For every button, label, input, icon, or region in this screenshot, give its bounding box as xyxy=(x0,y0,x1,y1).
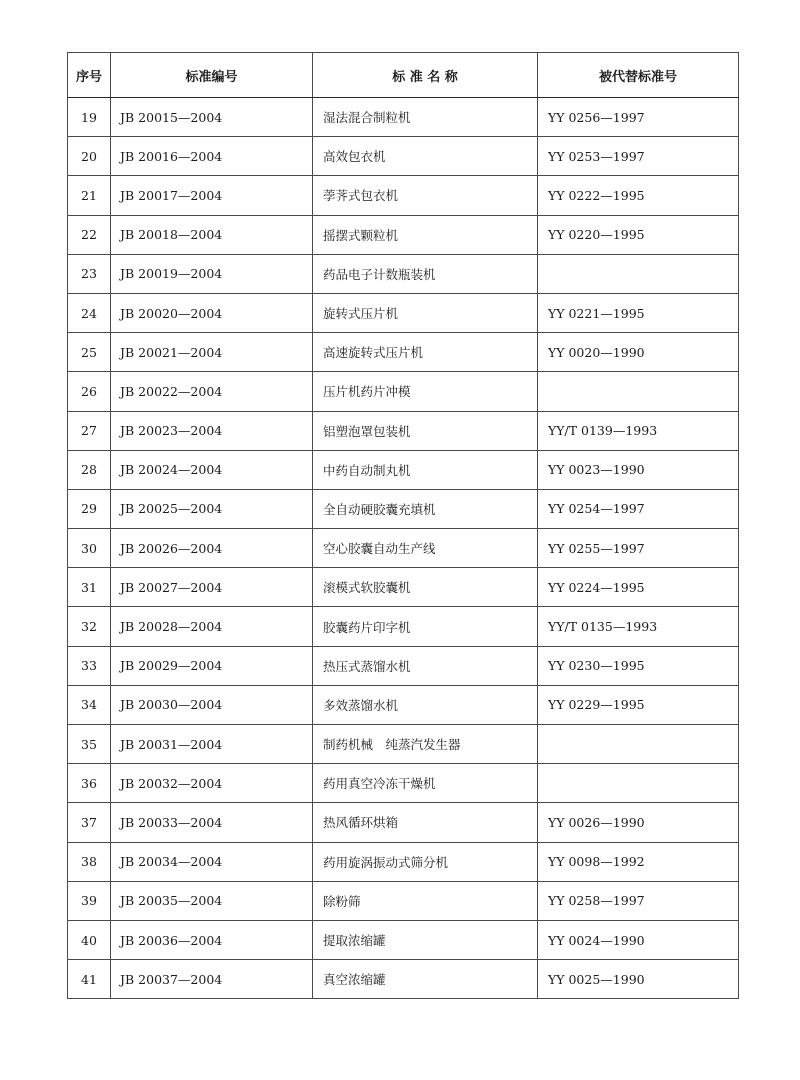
cell-seq: 23 xyxy=(68,254,111,293)
cell-standard-code: JB 20031—2004 xyxy=(111,725,313,764)
cell-replaced-standard xyxy=(538,372,739,411)
table-row xyxy=(68,137,739,176)
cell-standard-name: 真空浓缩罐 xyxy=(313,960,538,999)
table-row xyxy=(68,842,739,881)
cell-seq: 22 xyxy=(68,215,111,254)
table-row xyxy=(68,215,739,254)
standards-table xyxy=(67,52,739,999)
table-row xyxy=(68,764,739,803)
cell-replaced-standard: YY 0221—1995 xyxy=(538,293,739,332)
cell-replaced-standard: YY 0255—1997 xyxy=(538,529,739,568)
cell-seq: 25 xyxy=(68,333,111,372)
cell-standard-code: JB 20033—2004 xyxy=(111,803,313,842)
cell-standard-code: JB 20017—2004 xyxy=(111,176,313,215)
cell-standard-code: JB 20018—2004 xyxy=(111,215,313,254)
cell-standard-code: JB 20024—2004 xyxy=(111,450,313,489)
cell-seq: 26 xyxy=(68,372,111,411)
table-row xyxy=(68,725,739,764)
header-standard-code: 标准编号 xyxy=(111,53,313,98)
cell-standard-code: JB 20023—2004 xyxy=(111,411,313,450)
cell-standard-code: JB 20028—2004 xyxy=(111,607,313,646)
cell-standard-name: 热风循环烘箱 xyxy=(313,803,538,842)
cell-seq: 30 xyxy=(68,529,111,568)
cell-seq: 33 xyxy=(68,646,111,685)
table-row xyxy=(68,529,739,568)
cell-standard-name: 多效蒸馏水机 xyxy=(313,685,538,724)
table-row xyxy=(68,450,739,489)
cell-standard-name: 压片机药片冲模 xyxy=(313,372,538,411)
cell-replaced-standard: YY 0020—1990 xyxy=(538,333,739,372)
cell-standard-name: 摇摆式颗粒机 xyxy=(313,215,538,254)
cell-seq: 40 xyxy=(68,920,111,959)
cell-standard-name: 制药机械 纯蒸汽发生器 xyxy=(313,725,538,764)
cell-standard-name: 提取浓缩罐 xyxy=(313,920,538,959)
table-row xyxy=(68,803,739,842)
cell-seq: 32 xyxy=(68,607,111,646)
cell-standard-name: 全自动硬胶囊充填机 xyxy=(313,489,538,528)
table-row xyxy=(68,372,739,411)
table-row xyxy=(68,176,739,215)
cell-replaced-standard: YY 0026—1990 xyxy=(538,803,739,842)
cell-standard-code: JB 20035—2004 xyxy=(111,881,313,920)
cell-standard-code: JB 20037—2004 xyxy=(111,960,313,999)
cell-standard-code: JB 20022—2004 xyxy=(111,372,313,411)
cell-standard-code: JB 20021—2004 xyxy=(111,333,313,372)
cell-standard-code: JB 20036—2004 xyxy=(111,920,313,959)
cell-seq: 34 xyxy=(68,685,111,724)
cell-seq: 31 xyxy=(68,568,111,607)
cell-replaced-standard xyxy=(538,764,739,803)
cell-standard-code: JB 20034—2004 xyxy=(111,842,313,881)
cell-standard-name: 空心胶囊自动生产线 xyxy=(313,529,538,568)
table-row xyxy=(68,568,739,607)
cell-standard-code: JB 20015—2004 xyxy=(111,98,313,137)
cell-replaced-standard: YY 0025—1990 xyxy=(538,960,739,999)
table-row xyxy=(68,98,739,137)
table-row xyxy=(68,881,739,920)
cell-seq: 39 xyxy=(68,881,111,920)
cell-replaced-standard: YY 0098—1992 xyxy=(538,842,739,881)
cell-replaced-standard: YY 0224—1995 xyxy=(538,568,739,607)
cell-standard-name: 高效包衣机 xyxy=(313,137,538,176)
cell-replaced-standard: YY 0220—1995 xyxy=(538,215,739,254)
cell-replaced-standard: YY/T 0135—1993 xyxy=(538,607,739,646)
table-header-row xyxy=(68,53,739,98)
cell-replaced-standard xyxy=(538,254,739,293)
cell-seq: 36 xyxy=(68,764,111,803)
table-row xyxy=(68,646,739,685)
cell-standard-code: JB 20026—2004 xyxy=(111,529,313,568)
cell-standard-code: JB 20025—2004 xyxy=(111,489,313,528)
cell-standard-name: 旋转式压片机 xyxy=(313,293,538,332)
cell-standard-name: 药用旋涡振动式筛分机 xyxy=(313,842,538,881)
table-row xyxy=(68,254,739,293)
cell-seq: 35 xyxy=(68,725,111,764)
cell-replaced-standard: YY 0230—1995 xyxy=(538,646,739,685)
cell-standard-code: JB 20016—2004 xyxy=(111,137,313,176)
cell-seq: 27 xyxy=(68,411,111,450)
cell-standard-code: JB 20032—2004 xyxy=(111,764,313,803)
table-row xyxy=(68,293,739,332)
cell-standard-code: JB 20020—2004 xyxy=(111,293,313,332)
cell-standard-name: 药用真空冷冻干燥机 xyxy=(313,764,538,803)
table-row xyxy=(68,607,739,646)
cell-standard-code: JB 20029—2004 xyxy=(111,646,313,685)
cell-standard-code: JB 20019—2004 xyxy=(111,254,313,293)
header-standard-name: 标 准 名 称 xyxy=(313,53,538,98)
table-row xyxy=(68,960,739,999)
table-row xyxy=(68,411,739,450)
cell-standard-name: 荸荠式包衣机 xyxy=(313,176,538,215)
cell-standard-name: 胶囊药片印字机 xyxy=(313,607,538,646)
cell-replaced-standard: YY 0258—1997 xyxy=(538,881,739,920)
cell-replaced-standard: YY 0222—1995 xyxy=(538,176,739,215)
cell-seq: 21 xyxy=(68,176,111,215)
table-row xyxy=(68,920,739,959)
cell-replaced-standard: YY 0254—1997 xyxy=(538,489,739,528)
cell-seq: 19 xyxy=(68,98,111,137)
table-row xyxy=(68,685,739,724)
cell-replaced-standard: YY 0229—1995 xyxy=(538,685,739,724)
cell-seq: 41 xyxy=(68,960,111,999)
cell-replaced-standard xyxy=(538,725,739,764)
cell-replaced-standard: YY 0023—1990 xyxy=(538,450,739,489)
cell-seq: 38 xyxy=(68,842,111,881)
table-body xyxy=(68,98,739,999)
cell-seq: 28 xyxy=(68,450,111,489)
table-row xyxy=(68,489,739,528)
cell-standard-name: 热压式蒸馏水机 xyxy=(313,646,538,685)
cell-standard-code: JB 20030—2004 xyxy=(111,685,313,724)
cell-seq: 37 xyxy=(68,803,111,842)
cell-standard-name: 除粉筛 xyxy=(313,881,538,920)
header-replaced-standard: 被代替标准号 xyxy=(538,53,739,98)
cell-replaced-standard: YY/T 0139—1993 xyxy=(538,411,739,450)
cell-standard-name: 湿法混合制粒机 xyxy=(313,98,538,137)
cell-standard-name: 铝塑泡罩包装机 xyxy=(313,411,538,450)
header-seq: 序号 xyxy=(68,53,111,98)
cell-seq: 24 xyxy=(68,293,111,332)
cell-standard-code: JB 20027—2004 xyxy=(111,568,313,607)
cell-replaced-standard: YY 0024—1990 xyxy=(538,920,739,959)
cell-seq: 20 xyxy=(68,137,111,176)
cell-standard-name: 滚模式软胶囊机 xyxy=(313,568,538,607)
cell-standard-name: 药品电子计数瓶装机 xyxy=(313,254,538,293)
cell-replaced-standard: YY 0253—1997 xyxy=(538,137,739,176)
cell-standard-name: 高速旋转式压片机 xyxy=(313,333,538,372)
cell-seq: 29 xyxy=(68,489,111,528)
table-row xyxy=(68,333,739,372)
cell-replaced-standard: YY 0256—1997 xyxy=(538,98,739,137)
cell-standard-name: 中药自动制丸机 xyxy=(313,450,538,489)
